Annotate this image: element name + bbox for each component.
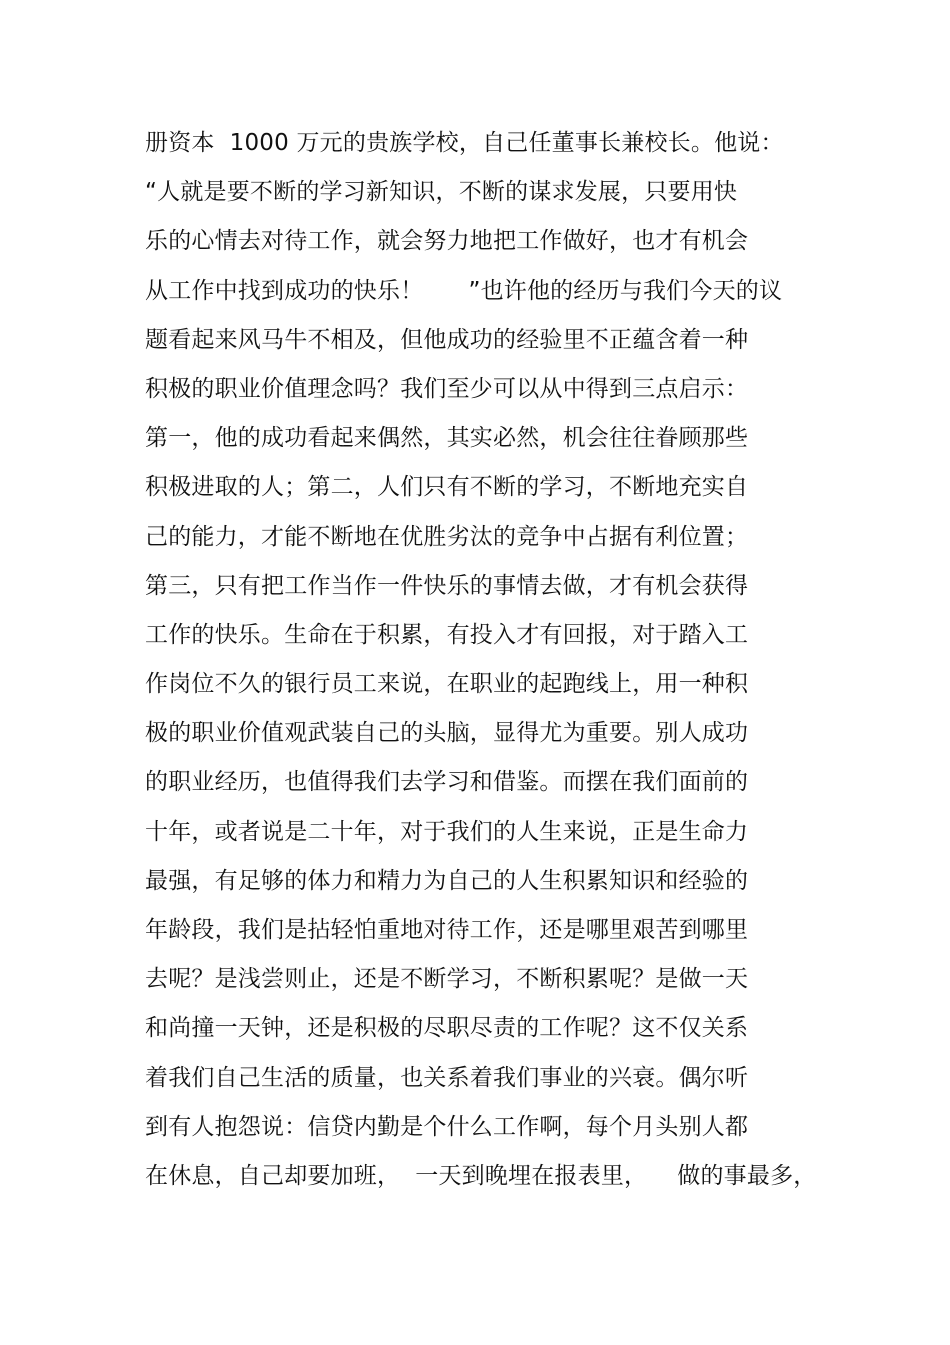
body-text (145, 119, 825, 1201)
text-line: 己的能力，才能不断地在优胜劣汰的竞争中占据有利位置； (145, 523, 749, 550)
text-line: 册资本 1000 万元的贵族学校，自己任董事长兼校长。他说： (145, 130, 784, 156)
text-line: 第三，只有把工作当作一件快乐的事情去做，才有机会获得 (145, 572, 749, 599)
text-line: 去呢？是浅尝则止，还是不断学习，不断积累呢？是做一天 (145, 966, 749, 993)
text-line: 积极进取的人；第二，人们只有不断的学习，不断地充实自 (145, 474, 749, 501)
text-line: 从工作中找到成功的快乐！ ”也许他的经历与我们今天的议 (145, 277, 783, 304)
text-line: 第一，他的成功看起来偶然，其实必然，机会往往眷顾那些 (145, 425, 749, 452)
text-line: 最强，有足够的体力和精力为自己的人生积累知识和经验的 (145, 867, 749, 894)
text-line: 年龄段，我们是拈轻怕重地对待工作，还是哪里艰苦到哪里 (145, 917, 749, 943)
text-line: 作岗位不久的银行员工来说，在职业的起跑线上，用一种积 (145, 671, 749, 698)
text-line: 的职业经历，也值得我们去学习和借鉴。而摆在我们面前的 (145, 769, 749, 796)
text-line: 到有人抱怨说：信贷内勤是个什么工作啊，每个月头别人都 (145, 1113, 749, 1140)
text-line: “人就是要不断的学习新知识，不断的谋求发展，只要用快 (145, 179, 738, 206)
text-line: 工作的快乐。生命在于积累，有投入才有回报，对于踏入工 (145, 621, 749, 648)
text-line: 极的职业价值观武装自己的头脑，显得尤为重要。别人成功 (145, 720, 749, 747)
text-line: 着我们自己生活的质量，也关系着我们事业的兴衰。偶尔听 (145, 1064, 749, 1091)
text-line: 积极的职业价值理念吗？我们至少可以从中得到三点启示： (145, 375, 749, 402)
text-line: 在休息，自己却要加班， 一天到晚埋在报表里， 做的事最多， (145, 1162, 817, 1189)
text-line: 十年，或者说是二十年，对于我们的人生来说，正是生命力 (145, 818, 749, 845)
text-line: 和尚撞一天钟，还是积极的尽职尽责的工作呢？这不仅关系 (145, 1015, 749, 1042)
text-line: 题看起来风马牛不相及，但他成功的经验里不正蕴含着一种 (145, 326, 749, 353)
text-line: 乐的心情去对待工作，就会努力地把工作做好，也才有机会 (145, 228, 749, 255)
